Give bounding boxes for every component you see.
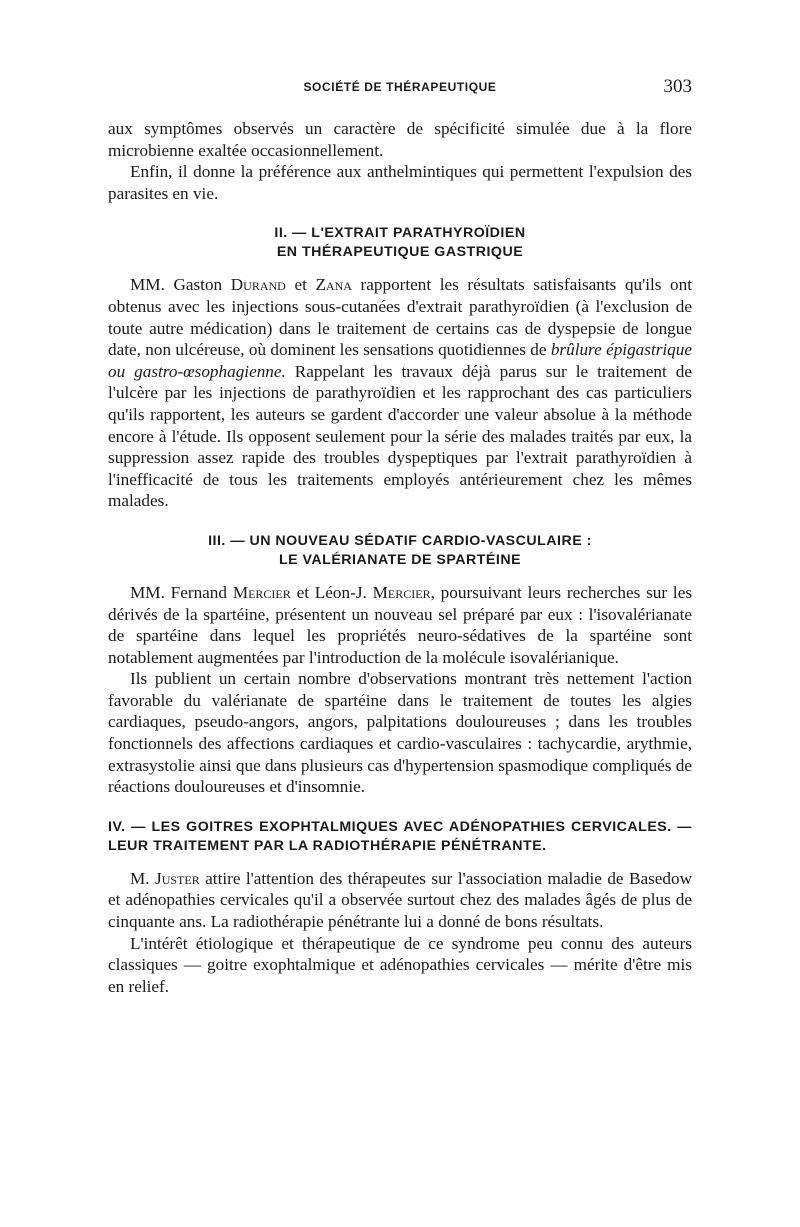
section-4-heading: IV. — LES GOITRES EXOPHTALMIQUES AVEC ADÉNOPATHIES CERVICALES. — LEUR TRAITEMENT PAR LA RADIOTHÉRAPIE PÉNÉTRANTE. bbox=[108, 818, 692, 854]
author-name: Mercier bbox=[232, 582, 291, 602]
italic-phrase: brûlure épigastrique ou gastro-œsophagienne. bbox=[108, 340, 692, 381]
section-3-heading bbox=[108, 532, 692, 570]
text-run: , poursuivant leurs recherches sur les dérivés de la spartéine, présentent un nouveau sel préparé par eux : l'isovalérianate de spartéine dans lequel les propriétés neuro-sédatives de la spartéine sont notablement augmentées par l'introduction de la molécule isovalérianique. bbox=[108, 582, 693, 667]
page-body bbox=[108, 118, 692, 997]
author-name: Zana bbox=[315, 275, 352, 295]
author-name: Juster bbox=[155, 868, 200, 888]
author-name: Durand bbox=[230, 275, 286, 295]
text-run: et Léon-J. bbox=[296, 582, 367, 602]
text-run: Rappelant les travaux déjà parus sur le traitement de l'ulcère par les injections de parathyroïdien et les rapprochant des cas particuliers qu'ils rapportent, les auteurs se gardent d'accorder une valeur absolue à la méthode encore à l'étude. Ils opposent seulement pour la série des malades traités par eux, la suppression assez rapide des troubles dyspeptiques par l'extrait parathyroïdien à l'inefficacité de tous les traitements employés antérieurement chez les mêmes malades. bbox=[108, 361, 692, 511]
text-run: attire l'attention des thérapeutes sur l'association maladie de Basedow et adénopathies cervicales qu'il a observée surtout chez des malades âgés de plus de cinquante ans. La radiothérapie pénétrante lui a donné de bons résultats. bbox=[108, 868, 693, 932]
section-3-heading-line1: III. — UN NOUVEAU SÉDATIF CARDIO-VASCULAIRE : bbox=[208, 532, 592, 549]
section-4-paragraph-1 bbox=[108, 868, 692, 933]
section-2-heading-line1: II. — L'EXTRAIT PARATHYROÏDIEN bbox=[274, 225, 526, 242]
section-3-paragraph-1 bbox=[108, 582, 692, 668]
text-run: rapportent les résultats satisfaisants qu'ils ont obtenus avec les injections sous-cutanées d'extrait parathyroïdien (à l'exclusion de toute autre médication) dans le traitement de certains cas de dyspepsie de longue date, non ulcéreuse, où dominent les sensations quotidiennes de bbox=[108, 275, 693, 360]
section-2-paragraph bbox=[108, 274, 692, 512]
section-3-paragraph-2: Ils publient un certain nombre d'observations montrant très nettement l'action favorable du valérianate de spartéine dans le traitement de toutes les algies cardiaques, pseudo-angors, angors, palpitations douloureuses ; dans les troubles fonctionnels des affections cardiaques et cardio-vasculaires : tachycardie, arythmie, extrasystolie ainsi que dans plusieurs cas d'hypertension spasmodique compliqués de réactions douloureuses et d'insomnie. bbox=[108, 669, 693, 797]
paragraph-enfin: Enfin, il donne la préférence aux anthelmintiques qui permettent l'expulsion des parasites en vie. bbox=[108, 162, 692, 203]
page-header bbox=[108, 76, 692, 102]
section-2-heading-line2: EN THÉRAPEUTIQUE GASTRIQUE bbox=[276, 244, 524, 261]
section-2-heading bbox=[108, 224, 692, 262]
continuation-paragraph: aux symptômes observés un caractère de spécificité simulée due à la flore microbienne exaltée occasionnellement. bbox=[108, 119, 692, 160]
text-run: M. bbox=[130, 868, 150, 888]
section-3-heading-line2: LE VALÉRIANATE DE SPARTÉINE bbox=[278, 551, 522, 568]
page-number: 303 bbox=[663, 76, 692, 97]
text-run: MM. Fernand bbox=[130, 582, 227, 602]
section-4-paragraph-2: L'intérêt étiologique et thérapeutique de ce syndrome peu connu des auteurs classiques — goitre exophtalmique et adénopathies cervicales — mérite d'être mis en relief. bbox=[108, 933, 692, 996]
author-name: Mercier bbox=[372, 582, 431, 602]
text-run: MM. Gaston bbox=[130, 275, 223, 295]
running-title: SOCIÉTÉ DE THÉRAPEUTIQUE bbox=[303, 80, 497, 94]
text-run: et bbox=[294, 275, 307, 295]
